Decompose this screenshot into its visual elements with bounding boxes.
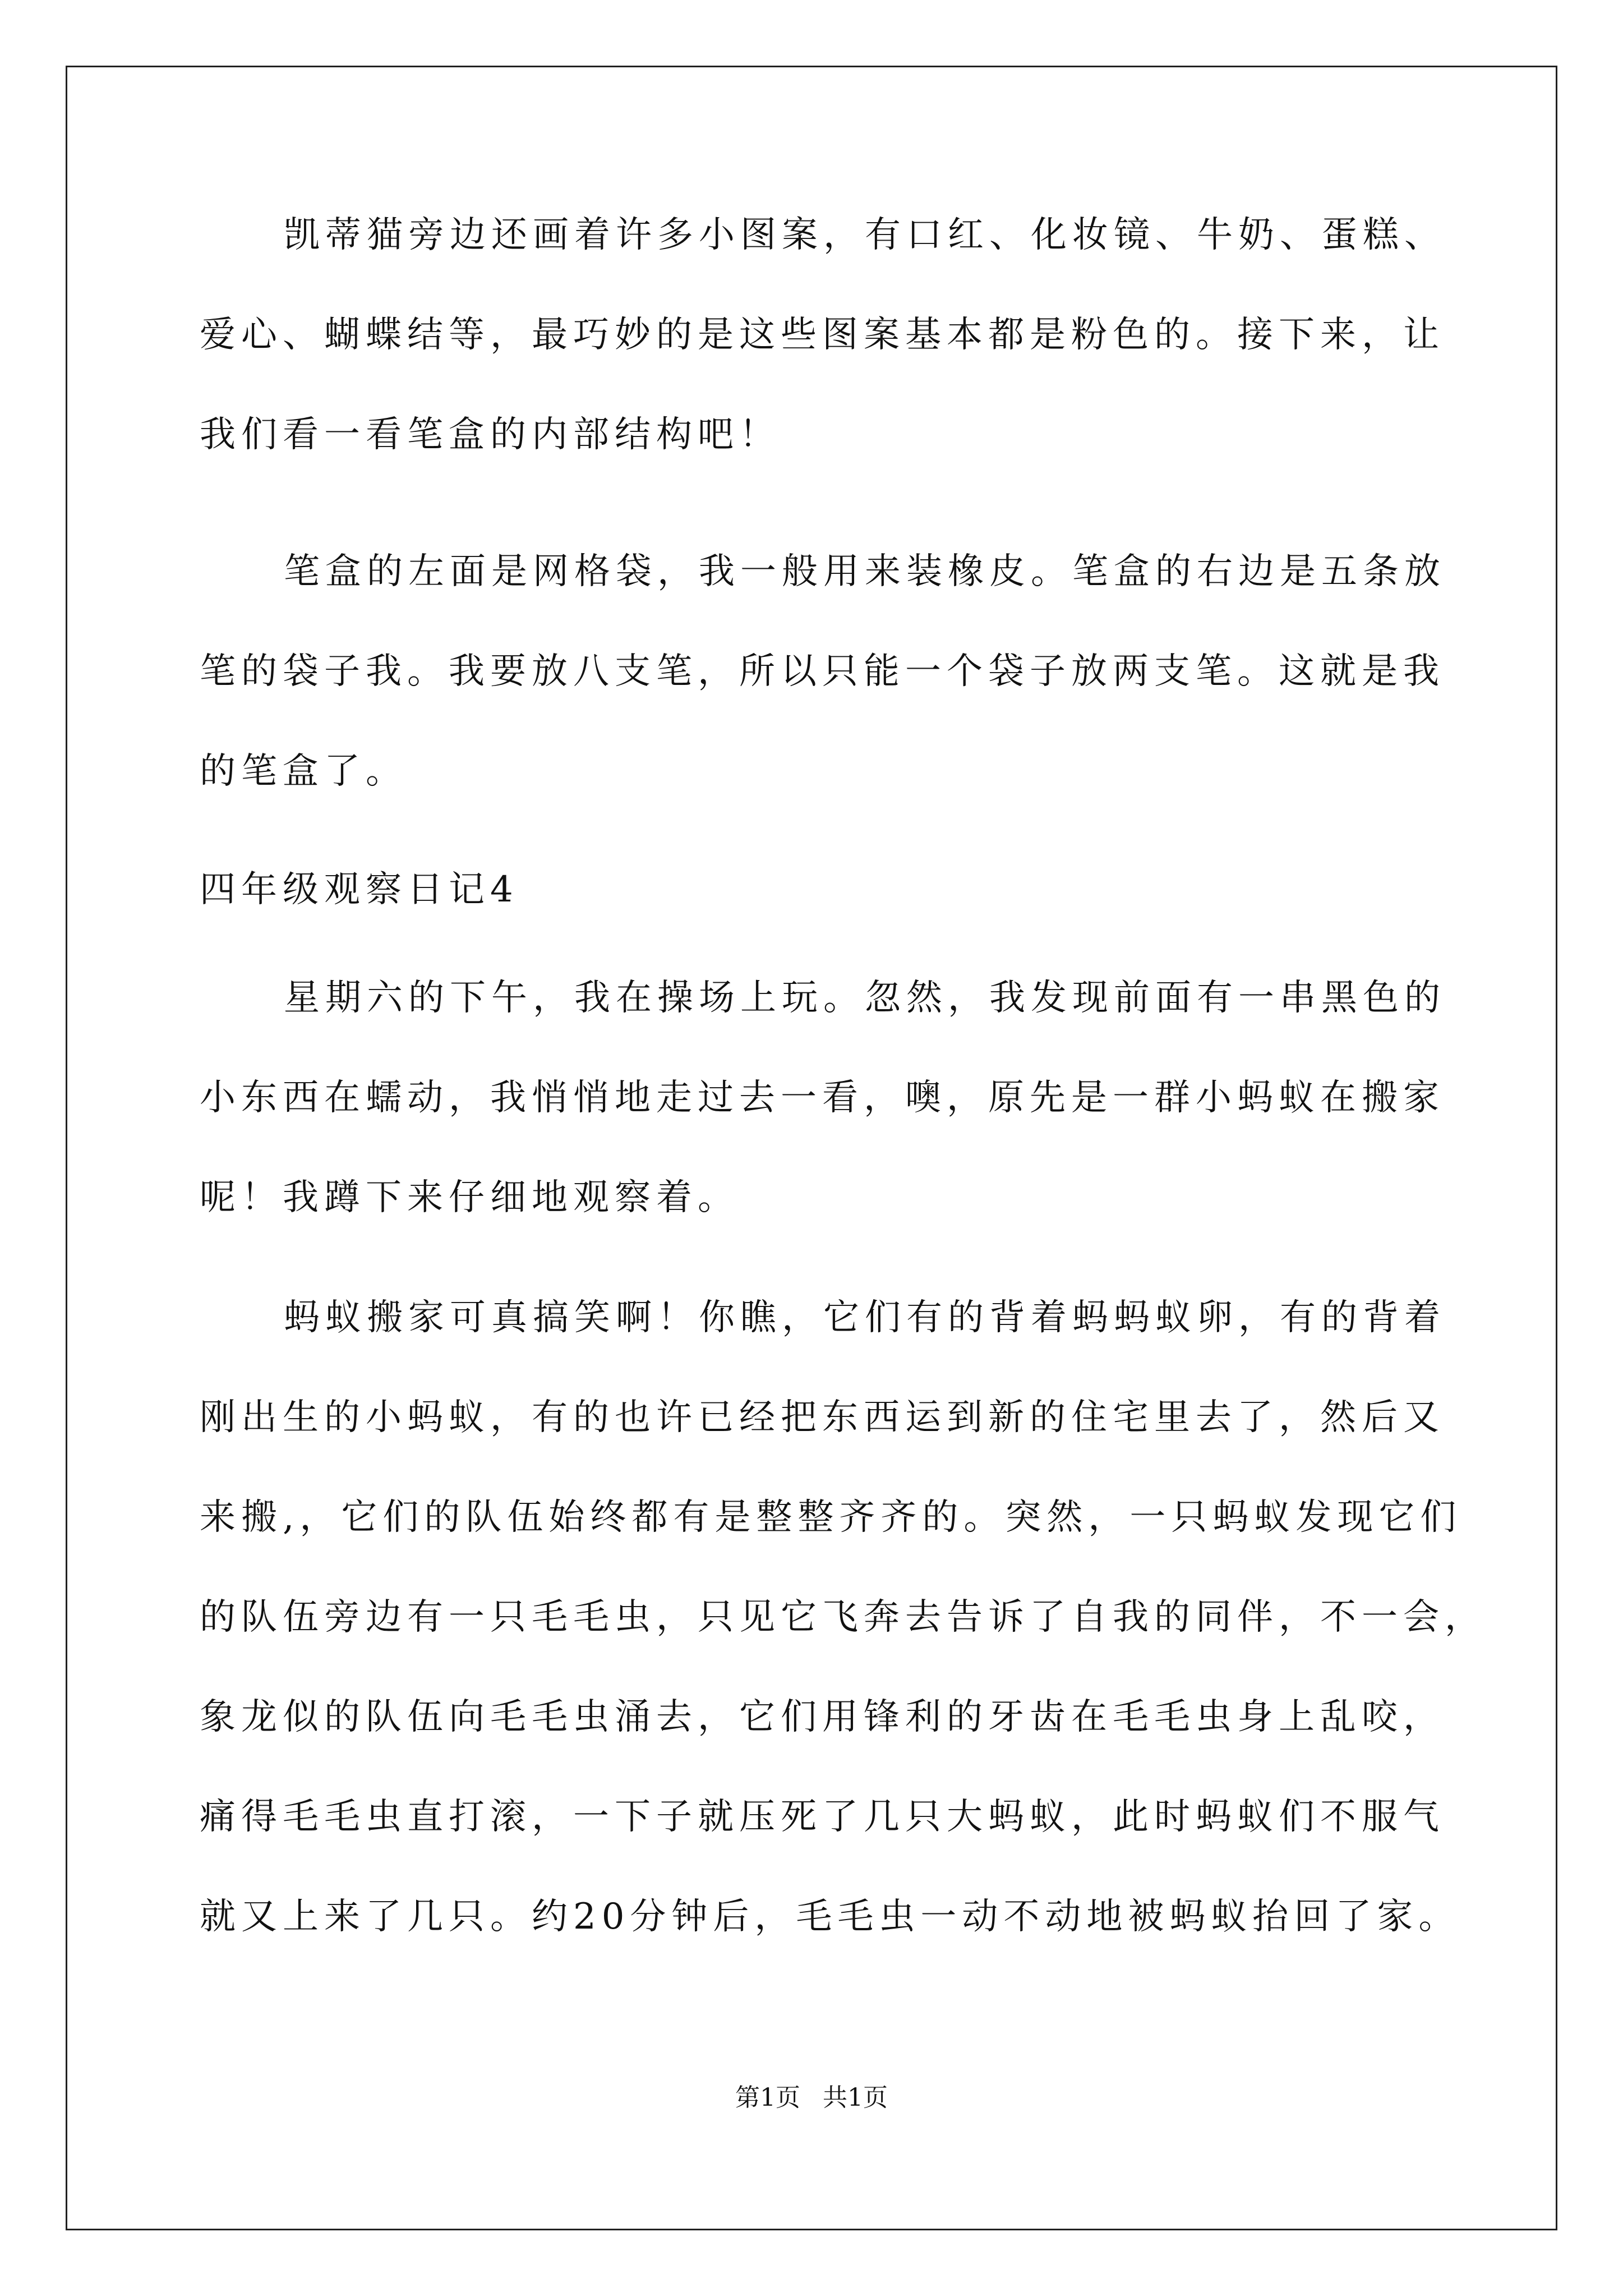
paragraph-3 xyxy=(200,948,1445,1248)
text-line: 痛得毛毛虫直打滚，一下子就压死了几只大蚂蚁，此时蚂蚁们不服气 xyxy=(200,1796,1445,1838)
text-line: 刚出生的小蚂蚁，有的也许已经把东西运到新的住宅里去了，然后又 xyxy=(200,1397,1445,1438)
paragraph-1 xyxy=(200,185,1445,485)
text-line: 来搬,，它们的队伍始终都有是整整齐齐的。突然，一只蚂蚁发现它们 xyxy=(200,1497,1462,1538)
text-line: 呢！我蹲下来仔细地观察着。 xyxy=(200,1177,739,1218)
section-heading: 四年级观察日记4 xyxy=(200,869,519,910)
text-line: 我们看一看笔盒的内部结构吧！ xyxy=(200,414,781,455)
text-line: 笔盒的左面是网格袋，我一般用来装橡皮。笔盒的右边是五条放 xyxy=(284,551,1446,592)
text-line: 凯蒂猫旁边还画着许多小图案，有口红、化妆镜、牛奶、蛋糕、 xyxy=(284,214,1446,256)
text-line: 的队伍旁边有一只毛毛虫，只见它飞奔去告诉了自我的同伴，不一会， xyxy=(200,1596,1486,1638)
text-line: 的笔盒了。 xyxy=(200,751,407,792)
page-footer xyxy=(0,2081,1623,2115)
text-line: 就又上来了几只。约20分钟后，毛毛虫一动不动地被蚂蚁抬回了家。 xyxy=(200,1896,1460,1938)
paragraph-2 xyxy=(200,522,1445,821)
text-line: 星期六的下午，我在操场上玩。忽然，我发现前面有一串黑色的 xyxy=(284,977,1446,1019)
section-heading-block xyxy=(200,840,1445,940)
page-number: 第1页 xyxy=(735,2083,800,2112)
page-total: 共1页 xyxy=(823,2083,888,2112)
text-line: 象龙似的队伍向毛毛虫涌去，它们用锋利的牙齿在毛毛虫身上乱咬， xyxy=(200,1696,1445,1738)
text-line: 笔的袋子我。我要放八支笔，所以只能一个袋子放两支笔。这就是我 xyxy=(200,651,1445,692)
paragraph-4 xyxy=(200,1268,1486,1967)
text-line: 蚂蚁搬家可真搞笑啊！你瞧，它们有的背着蚂蚂蚁卵，有的背着 xyxy=(284,1297,1446,1338)
text-line: 爱心、蝴蝶结等，最巧妙的是这些图案基本都是粉色的。接下来，让 xyxy=(200,314,1445,356)
text-line: 小东西在蠕动，我悄悄地走过去一看，噢，原先是一群小蚂蚁在搬家 xyxy=(200,1077,1445,1119)
